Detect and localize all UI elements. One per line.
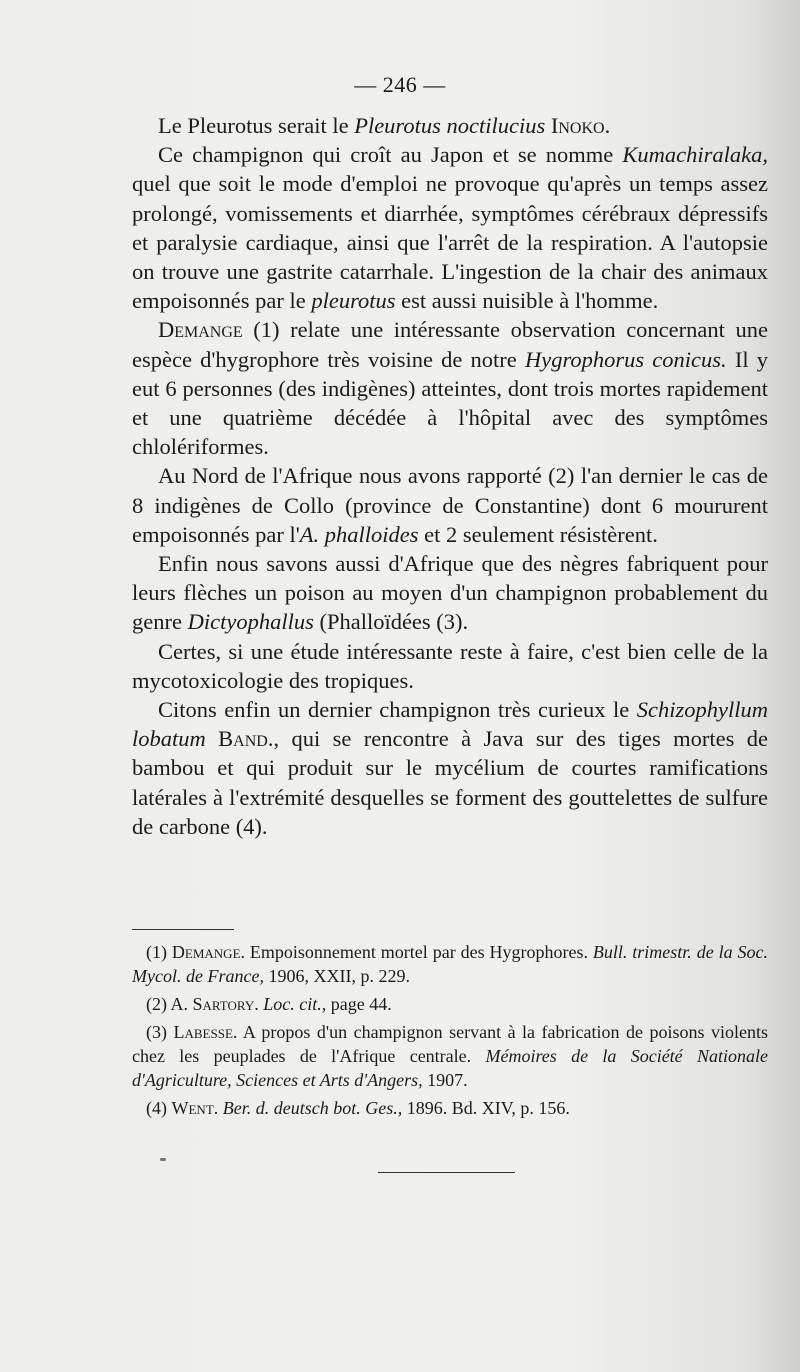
text-run: et 2 seulement résistèrent. (418, 521, 658, 547)
italic-run: Loc. cit., (263, 994, 327, 1014)
text-run: page 44. (326, 994, 392, 1014)
small-caps-run: Inoko (550, 113, 605, 138)
body-text (132, 111, 768, 841)
text-run: (1) relate une intéressante observation concernant une espèce d'hygrophore très voisine de notre (132, 317, 768, 372)
page-number: — 246 — (354, 72, 446, 97)
small-caps-run: Sartory (192, 994, 255, 1014)
text-run: . (254, 994, 264, 1014)
small-caps-run: Went (171, 1098, 214, 1118)
paragraph (132, 461, 768, 549)
italic-run: Dictyophallus (187, 609, 314, 635)
small-caps-run: Demange (158, 317, 243, 343)
footnote-separator (132, 929, 234, 930)
italic-run: Hygrophorus conicus. (524, 346, 727, 372)
text-run: Enfin nous savons aussi d'Afrique que des nègres fabriquent pour leurs flèches un poison au moyen d'un champignon probablement du genre (132, 551, 768, 635)
text-run: Le Pleurotus serait le (158, 113, 355, 138)
text-run: (1) (146, 942, 172, 962)
text-run: . A propos d'un champignon servant à la fabrication de poisons violents chez les peuplades de l'Afrique centrale. (132, 1022, 768, 1066)
text-run: (4) (146, 1098, 172, 1118)
italic-run: Ber. d. deutsch bot. Ges., (222, 1098, 403, 1118)
ink-speck (160, 1158, 166, 1161)
end-rule (378, 1172, 515, 1173)
footnote (132, 1020, 768, 1092)
text-run: 1906, XXII, p. 229. (263, 966, 410, 986)
italic-run: Schizophyllum lobatum (132, 697, 768, 752)
text-run: 1896. Bd. XIV, p. 156. (402, 1098, 570, 1118)
paragraph (132, 111, 768, 140)
paragraph (132, 695, 768, 841)
text-run: Au Nord de l'Afrique nous avons rapporté (2) l'an dernier le cas de 8 indigènes de Collo (province de Constantine) dont 6 moururent empoisonnés par l' (132, 463, 768, 547)
paragraph (132, 549, 768, 637)
footnote (132, 1096, 768, 1120)
text-run: ., qui se rencontre à Java sur des tiges mortes de bambou et qui produit sur le mycélium de courtes ramifications latérales à l'extrémité desquelles se forment des gouttelettes de sulfure de carbone (4). (132, 726, 768, 839)
paragraph (132, 637, 768, 695)
text-run: Certes, si une étude intéressante reste à faire, c'est bien celle de la mycotoxicologie des tropiques. (132, 638, 768, 693)
text-run: Ce champignon qui croît au Japon et se nomme (158, 142, 623, 168)
italic-run: A. phalloides (299, 521, 419, 547)
text-run: . (604, 113, 611, 138)
footnote (132, 940, 768, 988)
footnotes (132, 940, 768, 1124)
small-caps-run: Band (218, 726, 268, 752)
italic-run: Bull. trimestr. de la Soc. Mycol. de France, (132, 942, 768, 986)
small-caps-run: Labesse (173, 1022, 233, 1042)
text-run: est aussi nuisible à l'homme. (395, 288, 659, 314)
text-run: 1907. (422, 1070, 468, 1090)
italic-run: pleurotus (311, 288, 396, 314)
italic-run: Kumachiralaka, (622, 142, 768, 168)
text-run: (Phalloïdées (3). (313, 609, 469, 635)
paragraph (132, 315, 768, 461)
italic-run: Pleurotus noctilucius (354, 113, 546, 138)
small-caps-run: Demange (171, 942, 241, 962)
paragraph (132, 140, 768, 315)
text-run: (3) (146, 1022, 174, 1042)
text-run: Citons enfin un dernier champignon très curieux le (158, 697, 637, 723)
text-run (206, 726, 218, 751)
footnote (132, 992, 768, 1016)
text-run: . (213, 1098, 223, 1118)
text-run: (2) A. (146, 994, 193, 1014)
text-run: Il y eut 6 personnes (des indigènes) atteintes, dont trois mortes rapidement et une quatrième décédée à l'hôpital avec des symptômes chlolériformes. (132, 346, 768, 460)
text-run: quel que soit le mode d'emploi ne provoque qu'après un temps assez prolongé, vomissements et diarrhée, symptômes cérébraux dépressifs et paralysie cardiaque, ainsi que l'arrêt de la respiration. A l'autopsie on trouve une gastrite catarrhale. L'ingestion de la chair des animaux empoisonnés par le (132, 171, 768, 314)
italic-run: Mémoires de la Société Nationale d'Agriculture, Sciences et Arts d'Angers, (132, 1046, 768, 1090)
text-run: . Empoisonnement mortel par des Hygrophores. (240, 942, 593, 962)
